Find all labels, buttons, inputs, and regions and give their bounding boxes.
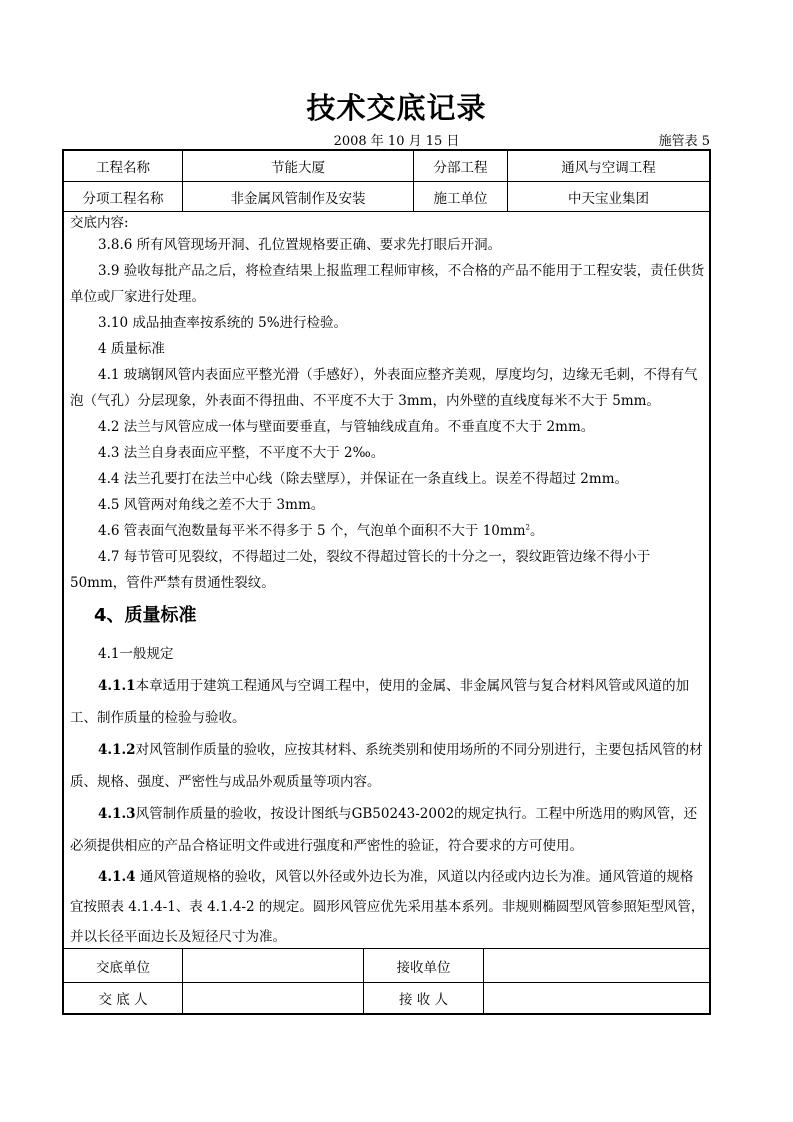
content-item: 4.6 管表面气泡数量每平米不得多于 5 个，气泡单个面积不大于 $10mm^2$。: [98, 523, 544, 539]
header-row-1: [64, 151, 709, 182]
content-item: 4 质量标准: [98, 341, 165, 357]
contractor-label: 施工单位: [414, 182, 508, 211]
content-label: 交底内容:: [70, 215, 129, 231]
receiver-value: [484, 983, 709, 1013]
content-item: 3.8.6 所有风管现场开洞、孔位置规格要正确、要求先打眼后开洞。: [98, 237, 502, 253]
subitem-name-label: 分项工程名称: [64, 182, 183, 211]
clause-item: 4.1.1本章适用于建筑工程通风与空调工程中，使用的金属、非金属风管与复合材料风管或风道的加工、制作质量的检验与验收。: [70, 678, 690, 726]
content-item: 4.4 法兰孔要打在法兰中心线（除去壁厚），并保证在一条直线上。误差不得超过 2mm。: [98, 471, 628, 487]
subitem-name-value: 非金属风管制作及安装: [183, 182, 414, 211]
content-item: 4.7 每节管可见裂纹，不得超过二处，裂纹不得超过管长的十分之一，裂纹距管边缘不得小于 50mm，管件严禁有贯通性裂纹。: [70, 549, 651, 591]
document-title: 技术交底记录: [306, 91, 487, 125]
clause-item: 4.1.2对风管制作质量的验收，应按其材料、系统类别和使用场所的不同分别进行，主要包括风管的材质、规格、强度、严密性与成品外观质量等项内容。: [70, 742, 703, 790]
footer-row-1: [64, 949, 709, 983]
division-value: 通风与空调工程: [561, 160, 656, 176]
receiving-unit-value: [484, 949, 709, 982]
subsection-heading: 4.1一般规定: [98, 646, 174, 662]
receiver-label: 接 收 人: [364, 983, 484, 1013]
record-table: [62, 149, 711, 1015]
content-item: 4.5 风管两对角线之差不大于 3mm。: [98, 497, 325, 513]
disclosing-unit-value: [183, 949, 364, 982]
section-heading: 4、质量标准: [94, 605, 197, 626]
receiving-unit-label: 接收单位: [364, 949, 484, 982]
content-item: 3.10 成品抽查率按系统的 5%进行检验。: [98, 315, 348, 331]
disclosure-content: [64, 212, 709, 949]
content-item: 4.2 法兰与风管应成一体与壁面要垂直，与管轴线成直角。不垂直度不大于 2mm。: [98, 419, 595, 435]
footer-row-2: [64, 983, 709, 1013]
clause-item: 4.1.4 通风管道规格的验收，风管以外径或外边长为准，风道以内径或内边长为准。通风管道的规格宜按照表 4.1.4-1、表 4.1.4-2 的规定。圆形风管应优先采用基本系列。非规则椭圆型风管参照矩型风管，并以长径平面边长及短径尺寸为准。: [70, 869, 705, 945]
content-item: 3.9 验收每批产品之后，将检查结果上报监理工程师审核，不合格的产品不能用于工程安装，责任供货单位或厂家进行处理。: [70, 263, 705, 305]
contractor-value: 中天宝业集团: [568, 190, 649, 207]
content-item: 4.3 法兰自身表面应平整，不平度不大于 2‰。: [98, 445, 385, 461]
clause-item: 4.1.3风管制作质量的验收，按设计图纸与GB50243-2002的规定执行。工程中所选用的购风管，还必须提供相应的产品合格证明文件或进行强度和严密性的验证，符合要求的方可使用。: [70, 806, 698, 854]
project-name-label: 工程名称: [64, 151, 183, 181]
disclosing-unit-label: 交底单位: [64, 949, 183, 982]
discloser-value: [183, 983, 364, 1013]
document-date: 2008 年 10 月 15 日: [333, 134, 460, 149]
header-row-2: [64, 182, 709, 212]
content-item: 4.1 玻璃钢风管内表面应平整光滑（手感好），外表面应整齐美观，厚度均匀，边缘无毛刺，不得有气泡（气孔）分层现象，外表面不得扭曲、不平度不大于 3mm，内外壁的直线度每米不大于 5mm。: [70, 367, 698, 409]
division-label: 分部工程: [414, 151, 508, 181]
form-number: 施管表 5: [658, 134, 710, 149]
discloser-label: 交 底 人: [64, 983, 183, 1013]
project-name-value: 节能大厦: [183, 151, 414, 181]
